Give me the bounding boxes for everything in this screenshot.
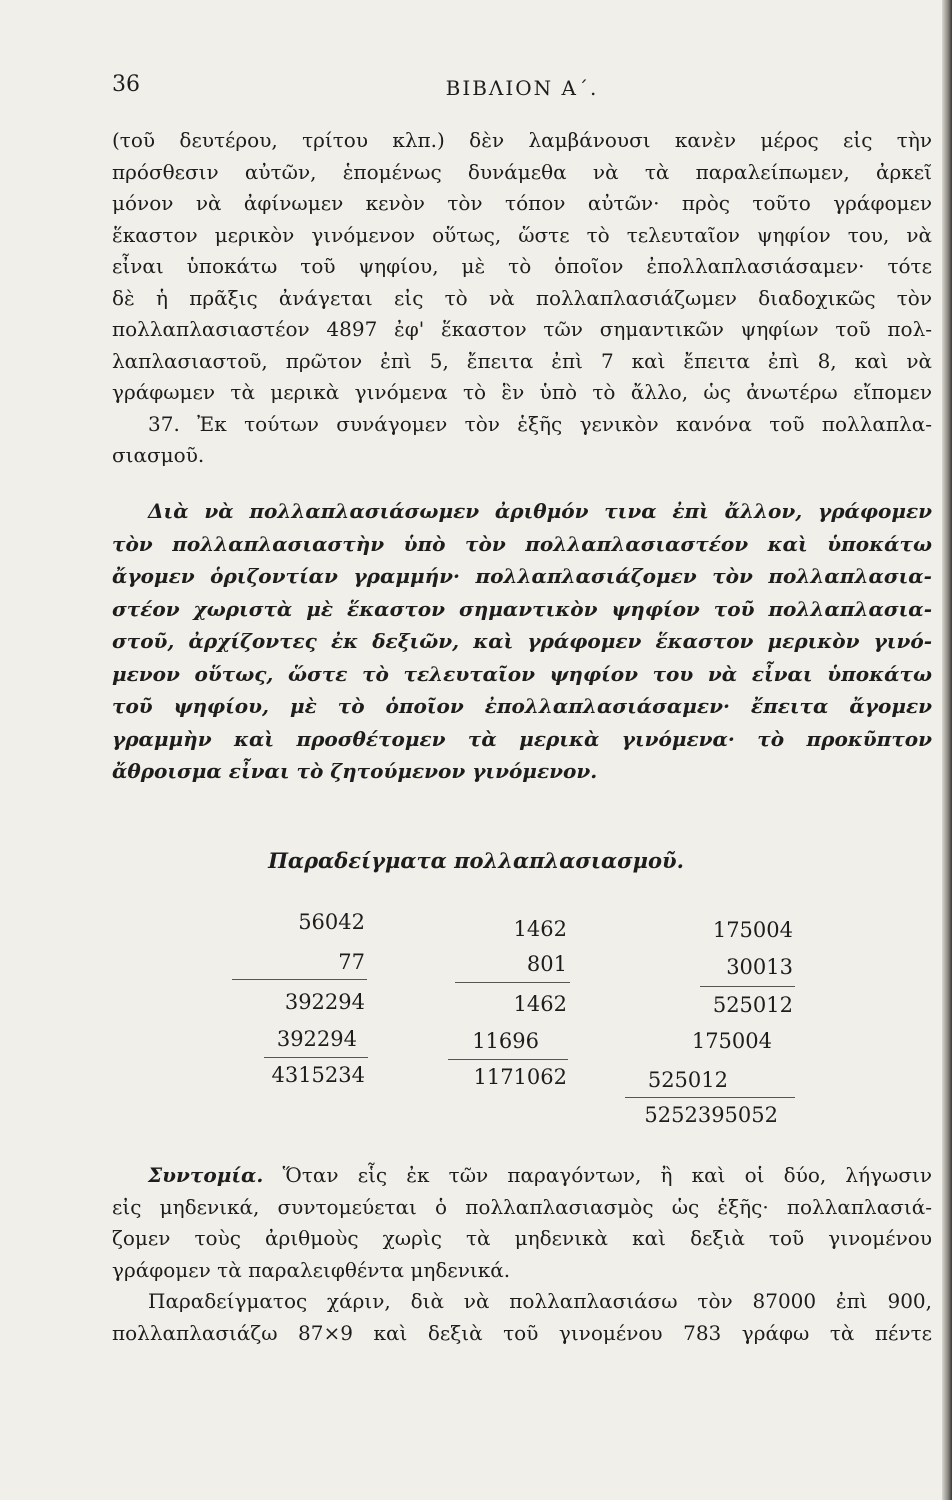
example1-partial: 392294 [276,1027,357,1051]
example1-product: 4315234 [271,1063,365,1087]
example1-rule [264,1057,368,1058]
example2-product: 1171062 [473,1065,567,1089]
rule-line: Διὰ νὰ πολλαπλασιάσωμεν ἀριθμόν τινα ἐπὶ ἄλλον, γράφομεν [148,499,932,523]
shortcut-text: Ὅταν εἷς ἐκ τῶν παραγόντων, ἢ καὶ οἱ δύο, λήγωσιν [282,1163,932,1187]
examples-title: Παραδείγματα πολλαπλασιασμοῦ. [268,848,684,873]
text-line: σιασμοῦ. [112,443,205,467]
running-title: ΒΙΒΛΙΟΝ Α΄. [445,76,599,100]
rule-line: στοῦ, ἀρχίζοντες ἐκ δεξιῶν, καὶ γράφομεν ἕκαστον μερικὸν γινό- [112,629,932,653]
shortcut-paragraph [112,1160,932,1349]
rule-line: τὸν πολλαπλασιαστὴν ὑπὸ τὸν πολλαπλασιαστέον καὶ ὑποκάτω [112,531,932,556]
text-line: δὲ ἡ πρᾶξις ἀνάγεται εἰς τὸ νὰ πολλαπλασιάζωμεν διαδοχικῶς τὸν [112,285,932,310]
example3-product: 5252395052 [644,1103,778,1127]
example2-rule [455,982,570,983]
text-line: λαπλασιαστοῦ, πρῶτον ἐπὶ 5, ἔπειτα ἐπὶ 7 καὶ ἔπειτα ἐπὶ 8, καὶ νὰ [112,348,932,373]
example1-partial: 392294 [284,990,365,1014]
page-number: 36 [112,72,140,97]
text-line: (τοῦ δευτέρου, τρίτου κλπ.) δὲν λαμβάνουσι κανὲν μέρος εἰς τὴν [112,128,932,152]
text-line: Παραδείγματος χάριν, διὰ νὰ πολλαπλασιάσω τὸν 87000 ἐπὶ 900, [148,1289,932,1313]
example3-multiplicand: 175004 [712,918,793,942]
text-line: μόνον νὰ ἀφίνωμεν κενὸν τὸν τόπον αὐτῶν· πρὸς τοῦτο γράφομεν [112,191,932,215]
example3-partial: 525012 [712,993,793,1017]
example2-multiplier: 801 [526,952,567,976]
example2-multiplicand: 1462 [513,917,567,941]
rule-line: μενον οὕτως, ὥστε τὸ τελευταῖον ψηφίον του νὰ εἶναι ὑποκάτω [112,661,932,686]
shortcut-label: Συντομία. [148,1163,264,1187]
text-line: εἰς μηδενικά, συντομεύεται ὁ πολλαπλασιασμὸς ὡς ἑξῆς· πολλαπλασιά- [112,1194,932,1219]
text-line: πολλαπλασιαστέον 4897 ἐφ' ἕκαστον τῶν σημαντικῶν ψηφίων τοῦ πολ- [112,317,932,341]
intro-paragraph [112,125,932,472]
page-edge [942,0,952,1500]
text-line: γράφωμεν τὰ μερικὰ γινόμενα τὸ ἓν ὑπὸ τὸ ἄλλο, ὡς ἀνωτέρω εἴπομεν [112,380,932,404]
example1-rule [232,979,367,980]
example2-partial: 1462 [513,992,567,1016]
rule-line: τοῦ ψηφίου, μὲ τὸ ὁποῖον ἐπολλαπλασιάσαμεν· ἔπειτα ἄγομεν [112,694,932,718]
example3-partial: 525012 [647,1068,728,1092]
text-line: πρόσθεσιν αὐτῶν, ἑπομένως δυνάμεθα νὰ τὰ παραλείπωμεν, ἀρκεῖ [112,159,932,184]
example3-rule [700,986,795,987]
text-line: 37. Ἐκ τούτων συνάγομεν τὸν ἑξῆς γενικὸν κανόνα τοῦ πολλαπλα- [148,411,932,436]
multiplication-rule [112,495,932,788]
text-line: εἶναι ὑποκάτω τοῦ ψηφίου, μὲ τὸ ὁποῖον ἐπολλαπλασιάσαμεν· τότε [112,254,932,278]
text-line: πολλαπλασιάζω 87×9 καὶ δεξιὰ τοῦ γινομένου 783 γράφω τὰ πέντε [112,1320,932,1345]
page-header [112,72,932,106]
text-line: γράφομεν τὰ παραλειφθέντα μηδενικά. [112,1257,511,1282]
example2-rule [448,1059,568,1060]
multiplication-examples [0,905,952,1145]
text-line: ζομεν τοὺς ἀριθμοὺς χωρὶς τὰ μηδενικὰ καὶ δεξιὰ τοῦ γινομένου [112,1226,932,1250]
example1-multiplicand: 56042 [298,910,365,934]
text-line [112,1160,932,1192]
rule-line: ἄγομεν ὁριζοντίαν γραμμήν· πολλαπλασιάζομεν τὸν πολλαπλασια- [112,564,932,588]
example1-multiplier: 77 [338,950,365,974]
example3-partial: 175004 [691,1029,772,1053]
example3-multiplier: 30013 [726,955,793,979]
example2-partial: 11696 [472,1029,539,1053]
text-line: ἕκαστον μερικὸν γινόμενον οὕτως, ὥστε τὸ τελευταῖον ψηφίον του, νὰ [112,222,932,247]
rule-line: γραμμὴν καὶ προσθέτομεν τὰ μερικὰ γινόμενα· τὸ προκῦπτον [112,726,932,751]
rule-line: ἄθροισμα εἶναι τὸ ζητούμενον γινόμενον. [112,759,598,783]
example3-rule [625,1097,795,1098]
rule-line: στέον χωριστὰ μὲ ἕκαστον σημαντικὸν ψηφίον τοῦ πολλαπλασια- [112,596,932,621]
